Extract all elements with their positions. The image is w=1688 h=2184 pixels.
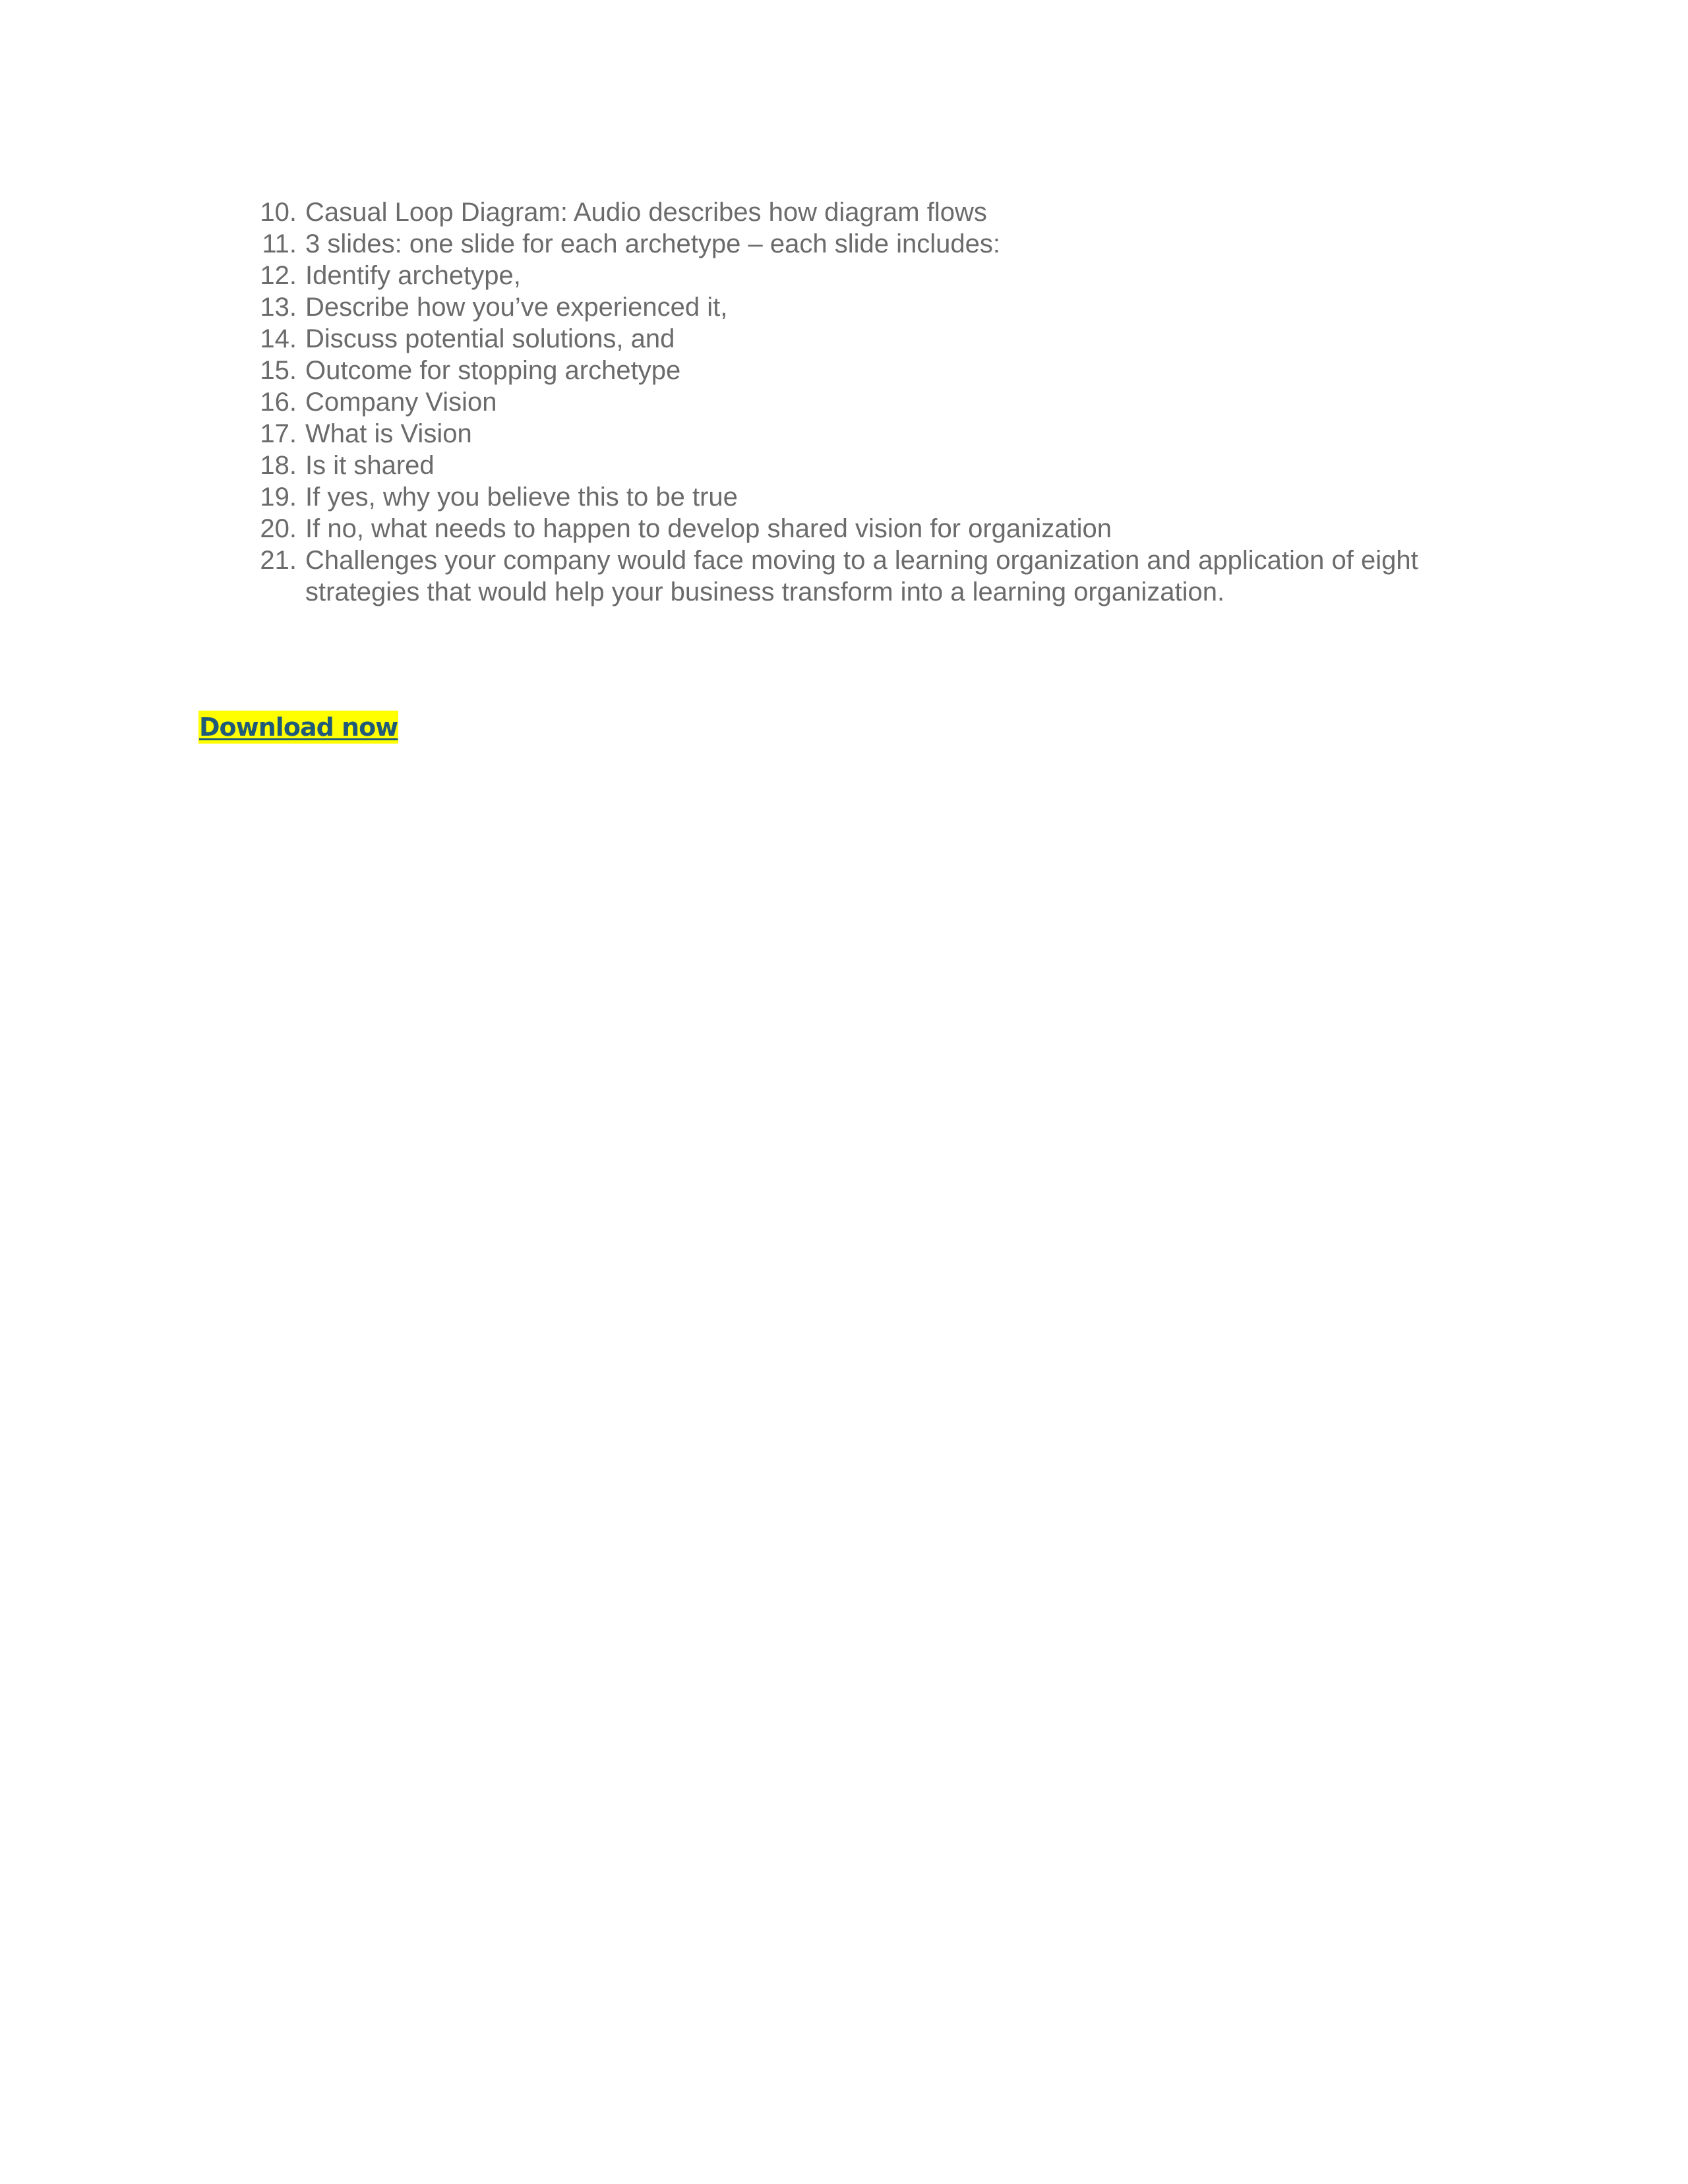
list-item-text: Casual Loop Diagram: Audio describes how diagram flows bbox=[305, 198, 987, 227]
list-item-number: 15. bbox=[260, 356, 297, 385]
list-item-text: Discuss potential solutions, and bbox=[305, 324, 675, 353]
list-item bbox=[244, 260, 1497, 291]
list-item bbox=[244, 228, 1497, 260]
list-item-text: What is Vision bbox=[305, 419, 472, 448]
list-item bbox=[244, 545, 1497, 608]
list-item-text: Is it shared bbox=[305, 451, 435, 480]
list-item bbox=[244, 323, 1497, 355]
list-item bbox=[244, 418, 1497, 450]
list-item bbox=[244, 450, 1497, 481]
list-item-number: 16. bbox=[260, 388, 297, 417]
list-item-text: Challenges your company would face moving to a learning organization and application of eight strategies that would help your business transform into a learning organization. bbox=[305, 546, 1418, 606]
list-item-number: 11. bbox=[262, 229, 297, 258]
list-item bbox=[244, 481, 1497, 513]
list-item-text: 3 slides: one slide for each archetype – each slide includes: bbox=[305, 229, 1000, 258]
list-item-number: 18. bbox=[260, 451, 297, 480]
list-item-text: If yes, why you believe this to be true bbox=[305, 483, 738, 512]
list-item-text: If no, what needs to happen to develop shared vision for organization bbox=[305, 514, 1112, 543]
list-item-number: 10. bbox=[260, 198, 297, 227]
list-item-text: Outcome for stopping archetype bbox=[305, 356, 681, 385]
list-item-number: 13. bbox=[260, 293, 297, 322]
list-item-number: 19. bbox=[260, 483, 297, 512]
list-item-text: Identify archetype, bbox=[305, 261, 521, 290]
list-item bbox=[244, 386, 1497, 418]
list-item bbox=[244, 513, 1497, 545]
list-item-number: 20. bbox=[260, 514, 297, 543]
list-item bbox=[244, 196, 1497, 228]
numbered-list bbox=[244, 196, 1497, 608]
list-item-number: 12. bbox=[260, 261, 297, 290]
list-item bbox=[244, 355, 1497, 386]
download-now-link[interactable]: Download now bbox=[198, 711, 398, 744]
list-item-text: Company Vision bbox=[305, 388, 497, 417]
list-item-number: 17. bbox=[260, 419, 297, 448]
list-item bbox=[244, 291, 1497, 323]
list-item-number: 14. bbox=[260, 324, 297, 353]
list-item-number: 21. bbox=[260, 546, 297, 575]
list-item-text: Describe how you’ve experienced it, bbox=[305, 293, 728, 322]
